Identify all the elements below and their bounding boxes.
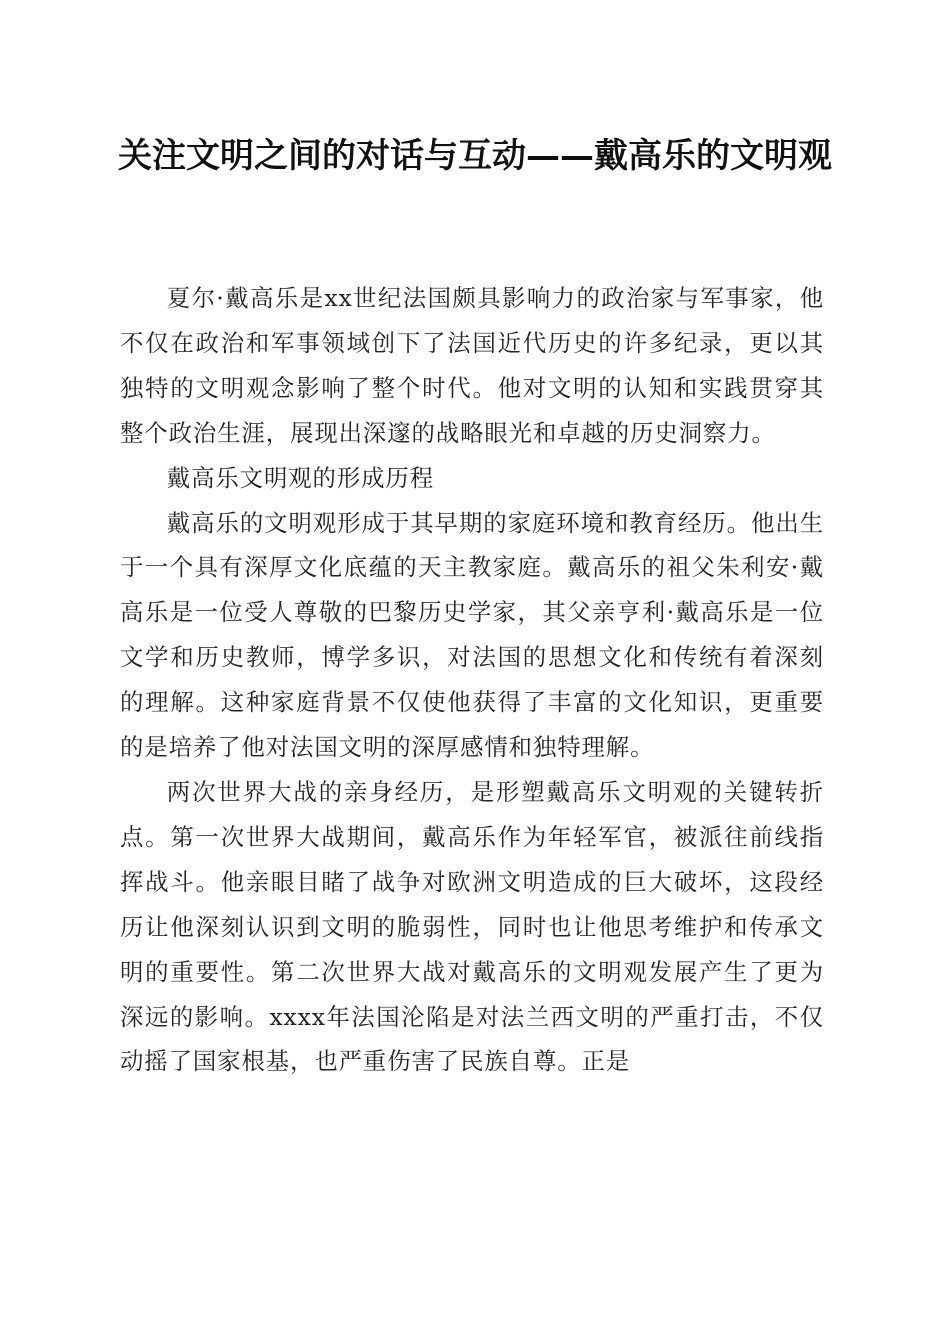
paragraph-world-wars: 两次世界大战的亲身经历，是形塑戴高乐文明观的关键转折点。第一次世界大战期间，戴高乐作为年轻军官，被派往前线指挥战斗。他亲眼目睹了战争对欧洲文明造成的巨大破坏，这段经历让他深刻认识到文明的脆弱性，同时也让他思考维护和传承文明的重要性。第二次世界大战对戴高乐的文明观发展产生了更为深远的影响。xxxx年法国沦陷是对法兰西文明的严重打击，不仅动摇了国家根基，也严重伤害了民族自尊。正是 [120,777,824,1076]
section-heading: 戴高乐文明观的形成历程 [166,463,434,492]
paragraph-intro: 夏尔·戴高乐是xx世纪法国颇具影响力的政治家与军事家，他不仅在政治和军事领域创下了法国近代历史的许多纪录，更以其独特的文明观念影响了整个时代。他对文明的认知和实践贯穿其整个政治生涯，展现出深邃的战略眼光和卓越的历史洞察力。 [120,284,824,447]
document-body [120,276,824,1084]
document-title: 关注文明之间的对话与互动——戴高乐的文明观 [118,136,832,176]
paragraph-family-background: 戴高乐的文明观形成于其早期的家庭环境和教育经历。他出生于一个具有深厚文化底蕴的天主教家庭。戴高乐的祖父朱利安·戴高乐是一位受人尊敬的巴黎历史学家，其父亲亨利·戴高乐是一位文学和历史教师，博学多识，对法国的思想文化和传统有着深刻的理解。这种家庭背景不仅使他获得了丰富的文化知识，更重要的是培养了他对法国文明的深厚感情和独特理解。 [120,508,824,762]
